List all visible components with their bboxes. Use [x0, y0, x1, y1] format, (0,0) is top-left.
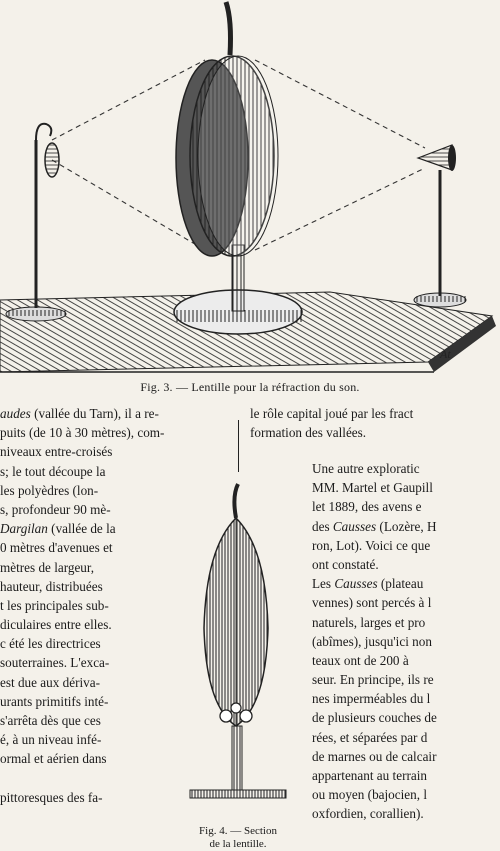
text-line [312, 517, 500, 536]
line-text: hauteur, distribuées [0, 578, 103, 594]
text-line [250, 404, 500, 423]
line-text: ou moyen (bajocien, l [312, 787, 427, 803]
line-text: t les principales sub- [0, 597, 109, 613]
line-text: (abîmes), jusqu'ici non [312, 633, 432, 649]
text-line [0, 404, 230, 423]
text-line [0, 442, 230, 461]
line-text: ont constaté. [312, 556, 379, 572]
text-line [312, 804, 500, 823]
text-line [250, 423, 500, 442]
line-text: rées, et séparées par d [312, 729, 428, 745]
lens [174, 2, 302, 334]
line-text: MM. Martel et Gaupill [312, 480, 433, 496]
engraver-signature: At [440, 347, 451, 361]
text-line [312, 632, 500, 651]
italic-term: Dargilan [0, 521, 48, 537]
line-text: diculaires entre elles. [0, 617, 112, 633]
line-text: souterraines. L'exca- [0, 655, 110, 671]
text-line [312, 459, 500, 478]
column-rule [238, 420, 239, 472]
figure-3-caption: Fig. 3. — Lentille pour la réfraction du son. [140, 380, 360, 394]
line-text: c été les directrices [0, 636, 101, 652]
figure-4-caption-line-2: de la lentille. [209, 838, 267, 850]
listening-cone-stand [414, 145, 466, 307]
line-text: niveaux entre-croisés [0, 444, 113, 460]
line-text: oxfordien, corallien). [312, 806, 424, 822]
line-text: vennes) sont percés à l [312, 595, 432, 611]
watch-stand [6, 124, 66, 321]
figure-4-caption [176, 825, 300, 850]
text-line [312, 593, 500, 612]
figure-3-illustration [0, 0, 500, 380]
text-line [312, 785, 500, 804]
line-text: mètres de largeur, [0, 559, 95, 575]
line-text: est due aux dériva- [0, 674, 100, 690]
line-text: seur. En principe, ils re [312, 672, 434, 688]
text-line [312, 555, 500, 574]
line-text: pittoresques des fa- [0, 789, 103, 805]
text-line [312, 497, 500, 516]
italic-term: Causses [334, 576, 378, 592]
text-line [312, 651, 500, 670]
line-text: (Lozère, H [376, 518, 437, 534]
line-text: s; le tout découpe la [0, 463, 106, 479]
line-text: (vallée de la [47, 521, 116, 537]
line-text: ormal et aérien dans [0, 751, 107, 767]
line-text: les polyèdres (lon- [0, 482, 99, 498]
line-text: ron, Lot). Voici ce que [312, 537, 431, 553]
line-text: s, profondeur 90 mè- [0, 501, 111, 517]
figure-4-illustration [176, 478, 300, 814]
line-text: des [312, 518, 333, 534]
line-text: let 1889, des avens e [312, 499, 422, 515]
text-line [312, 670, 500, 689]
italic-term: Causses [332, 518, 377, 534]
text-line [312, 478, 500, 497]
text-line [312, 613, 500, 632]
line-text: puits (de 10 à 30 mètres), com- [0, 425, 165, 441]
text-line [312, 728, 500, 747]
line-text: teaux ont de 200 à [312, 652, 409, 668]
text-line [0, 423, 230, 442]
line-text: s'arrêta dès que ces [0, 713, 101, 728]
text-line [312, 689, 500, 708]
line-text: é, à un niveau infé- [0, 732, 102, 748]
text-line [312, 574, 500, 593]
text-line [312, 766, 500, 785]
line-text: 0 mètres d'avenues et [0, 540, 113, 556]
text-line [312, 747, 500, 766]
text-line [312, 536, 500, 555]
text-line [312, 708, 500, 727]
italic-term: audes [0, 406, 31, 421]
line-text: Une autre exploratic [312, 461, 420, 476]
figure-4-caption-line-1: Fig. 4. — Section [199, 825, 277, 837]
line-text: le rôle capital joué par les fract [250, 406, 414, 421]
right-column-text [312, 459, 500, 824]
line-text: urants primitifs inté- [0, 693, 109, 709]
line-text: appartenant au terrain [312, 768, 427, 783]
line-text: Les [312, 576, 335, 592]
line-text: nes imperméables du l [312, 691, 431, 707]
line-text: (vallée du Tarn), il a re- [30, 406, 159, 421]
right-column-top-text [250, 404, 500, 442]
line-text: formation des vallées. [250, 425, 367, 441]
line-text: de plusieurs couches de [312, 710, 437, 726]
line-text: naturels, larges et pro [312, 614, 426, 630]
line-text: de marnes ou de calcair [312, 748, 437, 764]
line-text: (plateau [377, 576, 424, 592]
